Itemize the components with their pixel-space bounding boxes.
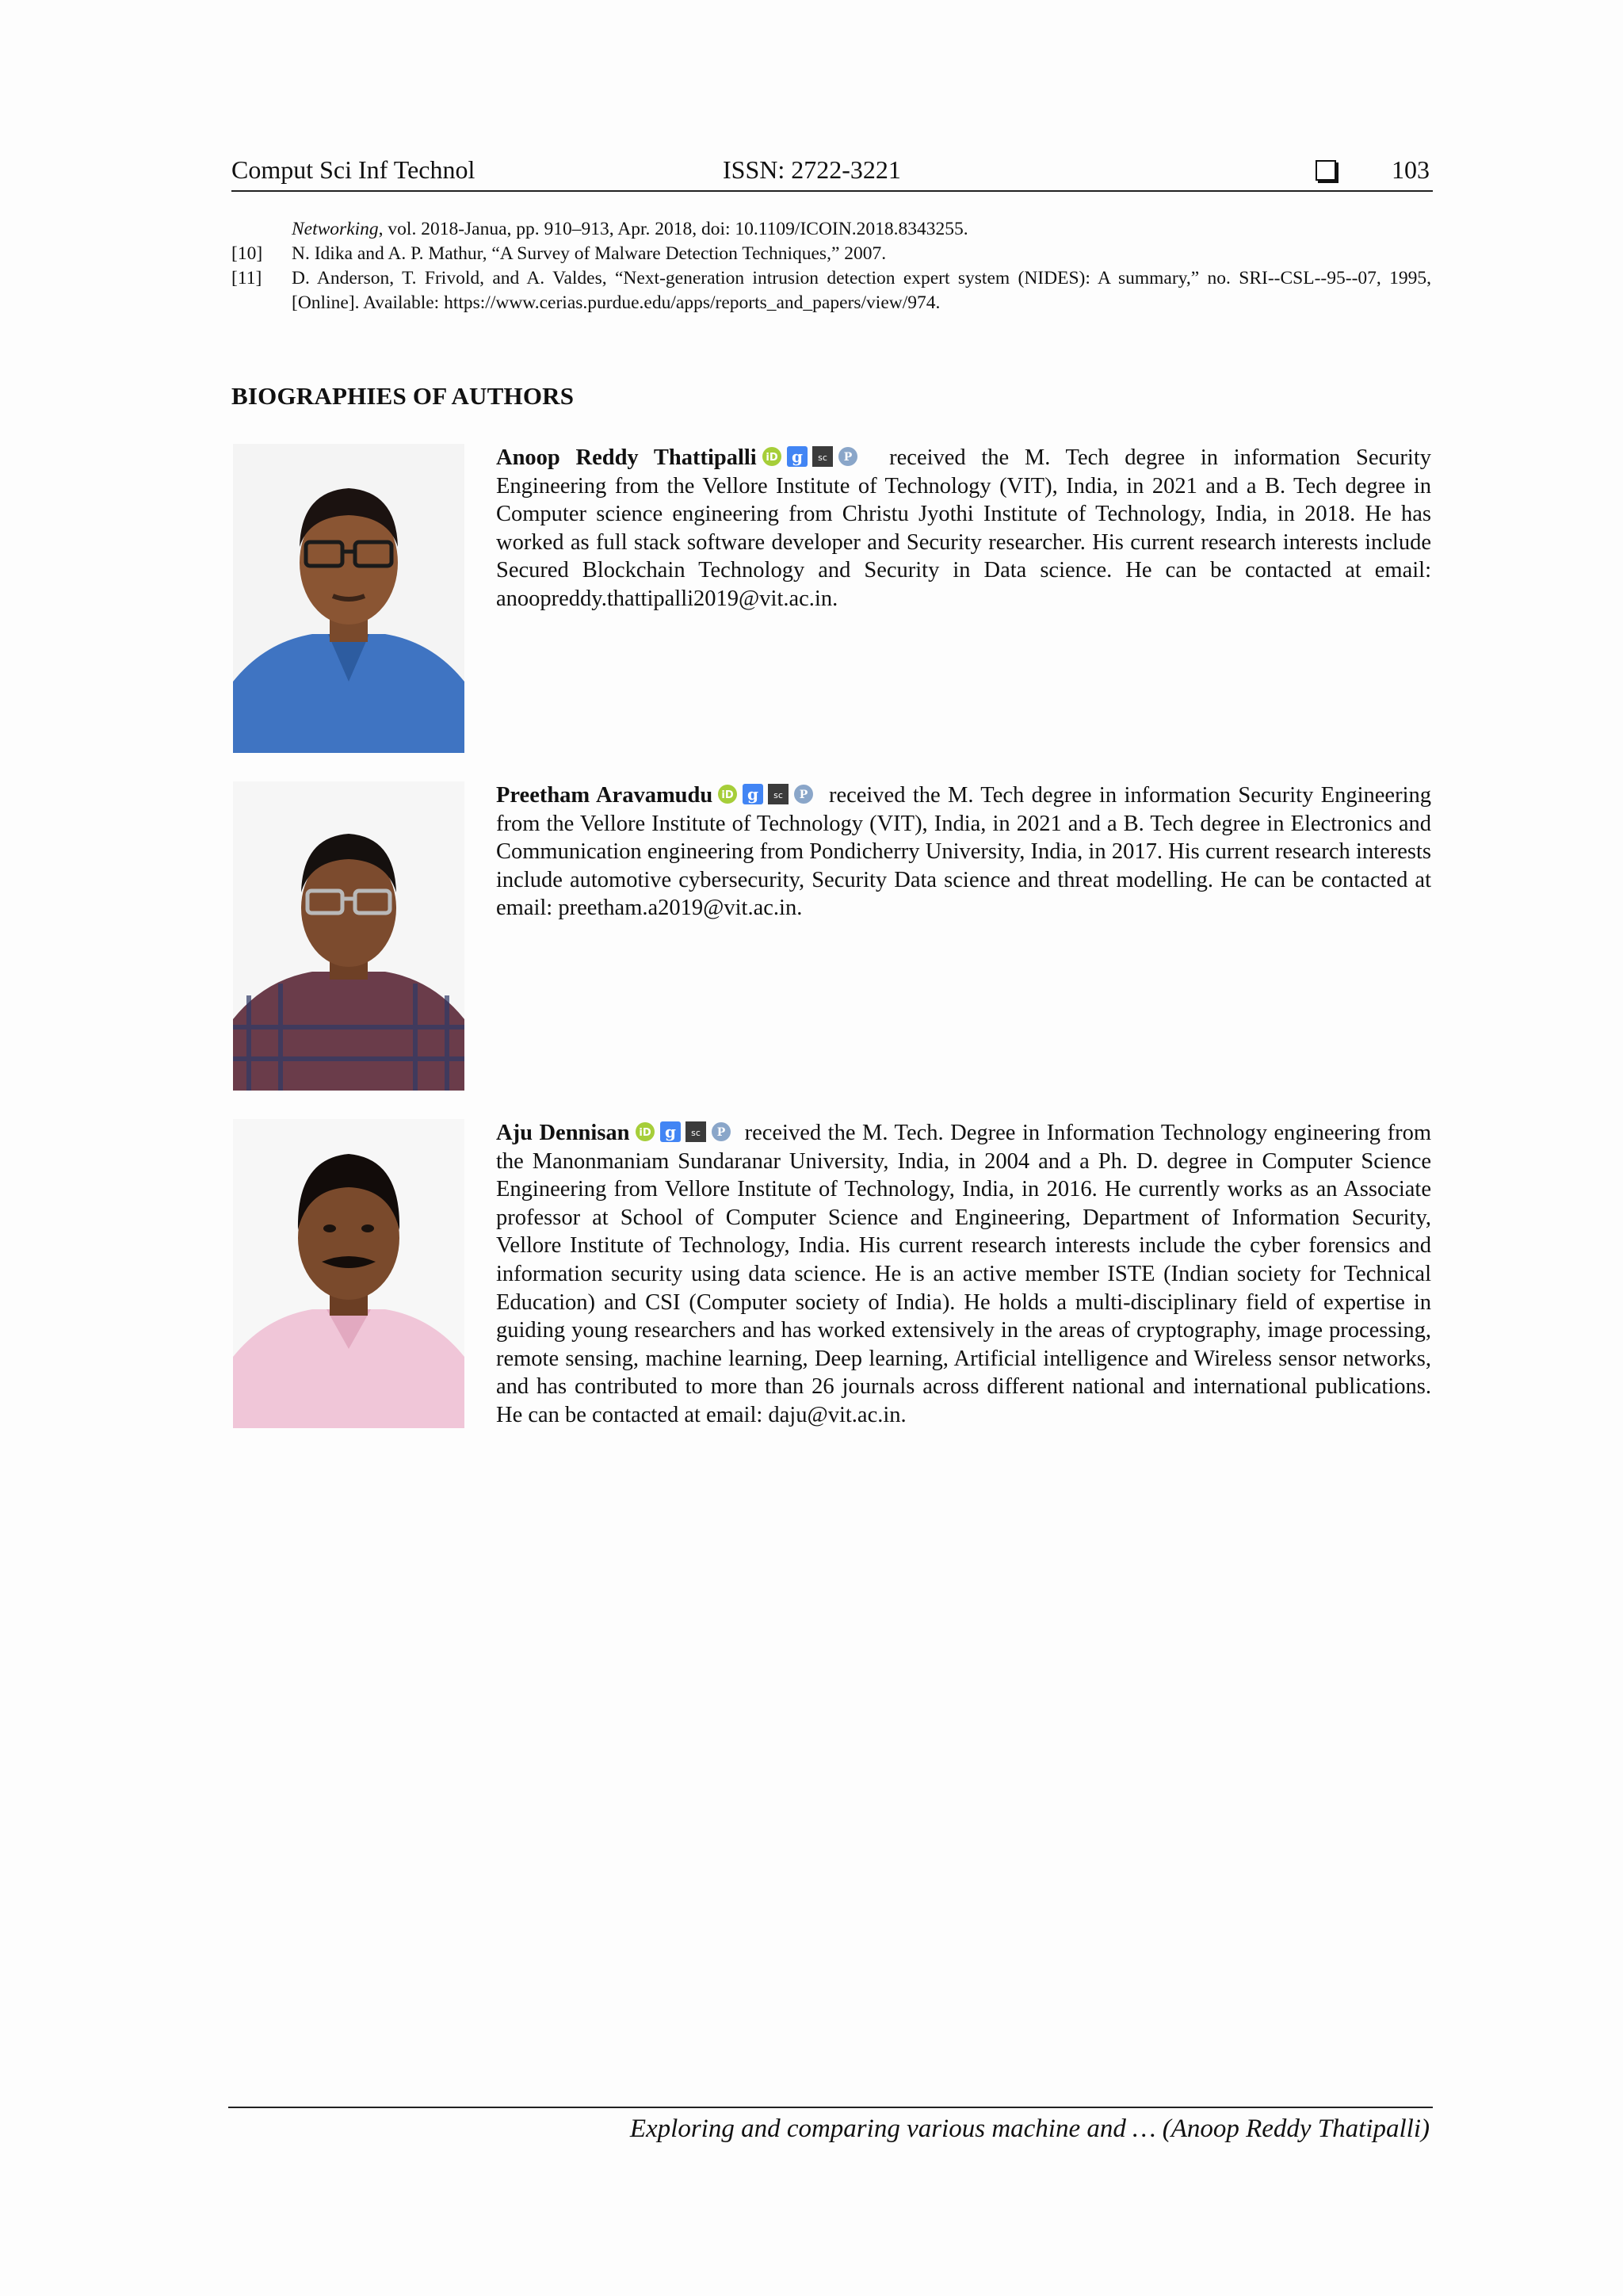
reference-item (231, 242, 1431, 266)
svg-text:iD: iD (766, 452, 778, 464)
orcid-icon[interactable] (635, 1121, 655, 1142)
svg-text:iD: iD (638, 1127, 651, 1139)
svg-text:P: P (716, 1126, 725, 1139)
author-bio-body: received the M. Tech. Degree in Information Technology engineering from the Manonmaniam Sundaranar University, India, in 2004 and a Ph. D. degree in Computer Science Engineering from Vellore Institute of Technology, India, in 2016. He currently works as an Associate professor at School of Computer Science and Engineering, Department of Information Security, Vellore Institute of Technology, India. His current research interests include the cyber forensics and information security using data science. He is an active member ISTE (Indian society for Technical Education) and CSI (Computer society of India). He holds a multi-disciplinary field of expertise in guiding young researchers and has worked extensively in the areas of cryptography, image processing, remote sensing, machine learning, Deep learning, Artificial intelligence and Wireless sensor networks, and has contributed to more than 26 journals across different national and international publications. He can be contacted at email: daju@vit.ac.in. (496, 1121, 1432, 1427)
orcid-icon[interactable] (762, 446, 782, 467)
reference-text: N. Idika and A. P. Mathur, “A Survey of Malware Detection Techniques,” 2007. (292, 243, 887, 264)
author-name: Aju Dennisan (496, 1121, 630, 1145)
page-number: 103 (1392, 155, 1430, 184)
google-scholar-icon[interactable] (743, 784, 763, 804)
running-title: Exploring and comparing various machine and … (Anoop Reddy Thatipalli) (629, 2115, 1430, 2143)
publons-icon[interactable] (793, 784, 814, 804)
scopus-icon[interactable] (685, 1121, 706, 1142)
author-bio-body: received the M. Tech degree in information Security Engineering from the Vellore Institute of Technology (VIT), India, in 2021 and a B. Tech degree in Electronics and Communication engineering from Pondicherry University, India, in 2017. His current research interests include automotive cybersecurity, Security Data science and threat modelling. He can be contacted at email: preetham.a2019@vit.ac.in. (496, 783, 1431, 921)
reference-number: [10] (231, 243, 263, 264)
scopus-icon[interactable] (768, 784, 789, 804)
google-scholar-icon[interactable] (787, 446, 808, 467)
scopus-icon[interactable] (812, 446, 833, 467)
reference-number: [11] (231, 268, 262, 288)
reference-italic: Networking (292, 219, 379, 239)
svg-text:sc: sc (773, 790, 784, 800)
svg-text:g: g (664, 1122, 676, 1141)
reference-list (231, 217, 1431, 315)
author-bio-body: received the M. Tech degree in information Security Engineering from the Vellore Institute of Technology (VIT), India, in 2021 and a B. Tech degree in Computer science engineering from Christu Jyothi Institute of Technology, India, in 2018. He has worked as full stack software developer and Security researcher. His current research interests include Secured Blockchain Technology and Security in Data science. He can be contacted at email: anoopreddy.thattipalli2019@vit.ac.in. (496, 445, 1431, 611)
svg-text:P: P (843, 451, 852, 464)
svg-text:iD: iD (721, 789, 734, 801)
reference-text: D. Anderson, T. Frivold, and A. Valdes, “Next-generation intrusion detection expert system (NIDES): A summary,” no. SRI--CSL--95--07, 1995, [Online]. Available: https://www.cerias.purdue.edu/apps/reports_and_papers/view/974. (292, 268, 1431, 313)
reference-item (231, 217, 1431, 242)
svg-text:sc: sc (817, 453, 827, 463)
page-header (231, 155, 1433, 192)
author-name: Anoop Reddy Thattipalli (496, 445, 757, 470)
author-bio-text (496, 781, 1431, 923)
svg-text:sc: sc (690, 1128, 701, 1138)
author-name: Preetham Aravamudu (496, 783, 713, 808)
author-bio-text (496, 1119, 1431, 1430)
author-photo (233, 1119, 464, 1428)
publons-icon[interactable] (838, 446, 858, 467)
publons-icon[interactable] (711, 1121, 731, 1142)
checkbox-square-icon (1316, 160, 1336, 181)
author-photo (233, 444, 464, 753)
author-photo (233, 781, 464, 1091)
section-title: BIOGRAPHIES OF AUTHORS (231, 382, 575, 410)
orcid-icon[interactable] (717, 784, 738, 804)
svg-text:g: g (791, 447, 803, 466)
author-bio-text (496, 444, 1431, 613)
svg-text:g: g (747, 785, 759, 804)
reference-item (231, 266, 1431, 315)
journal-name: Comput Sci Inf Technol (231, 155, 475, 184)
issn: ISSN: 2722-3221 (723, 155, 901, 184)
google-scholar-icon[interactable] (660, 1121, 681, 1142)
reference-text: , vol. 2018-Janua, pp. 910–913, Apr. 2018, doi: 10.1109/ICOIN.2018.8343255. (378, 219, 968, 239)
svg-text:P: P (799, 789, 808, 801)
page-footer (228, 2107, 1433, 2143)
